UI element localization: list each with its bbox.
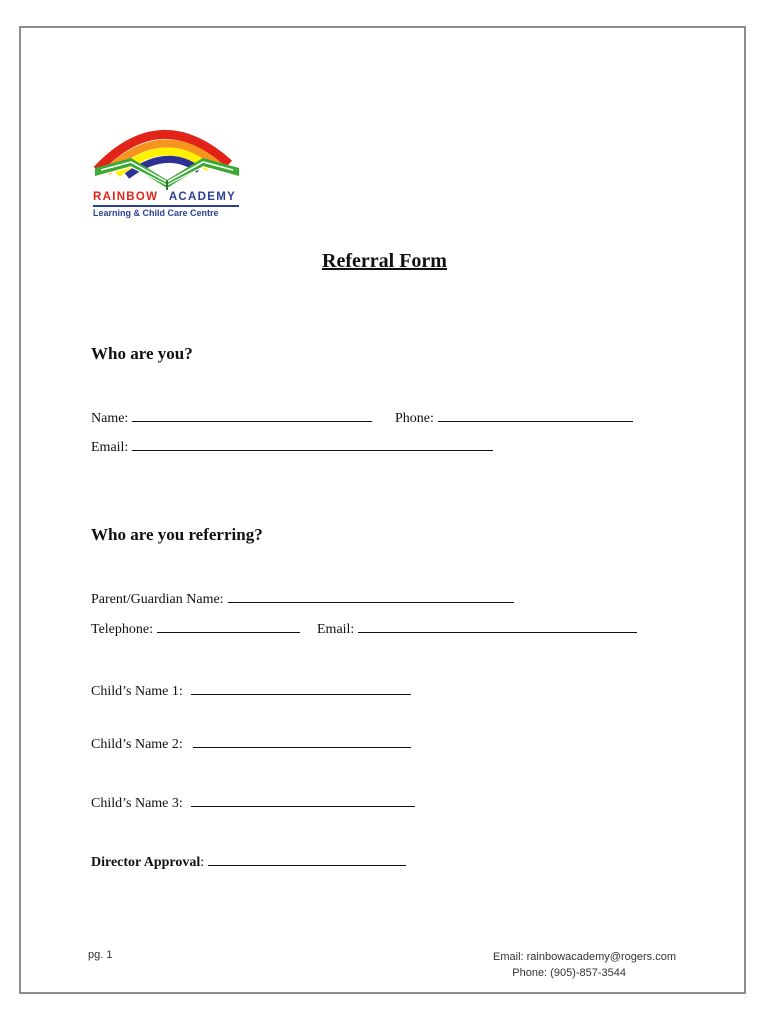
- name-label: Name:: [91, 411, 129, 426]
- footer-email: Email: rainbowacademy@rogers.com: [493, 951, 676, 963]
- child-1-field[interactable]: [191, 678, 411, 695]
- child-3-row: [91, 796, 415, 812]
- logo-name: [93, 191, 243, 203]
- director-approval-field[interactable]: [208, 857, 406, 866]
- child-1-label: Child’s Name 1:: [91, 684, 183, 699]
- director-approval-colon: :: [200, 855, 205, 870]
- name-field[interactable]: [132, 408, 372, 422]
- child-2-row: [91, 737, 411, 753]
- child-1-row: [91, 678, 411, 700]
- director-approval-label: Director Approval: [91, 855, 201, 870]
- rainbow-academy-logo: [91, 124, 243, 222]
- email-label: Email:: [91, 440, 129, 455]
- email-row: [91, 437, 493, 456]
- telephone-label: Telephone:: [91, 622, 153, 637]
- footer-contact: [421, 949, 676, 981]
- rainbow-book-icon: [91, 124, 243, 190]
- parent-guardian-field[interactable]: [228, 589, 514, 603]
- child-2-label: Child’s Name 2:: [91, 737, 183, 752]
- logo-word-1: RAINBOW: [93, 191, 159, 203]
- referral-email-row: [317, 619, 637, 638]
- phone-field[interactable]: [438, 408, 633, 422]
- document-page: [19, 26, 746, 994]
- phone-label: Phone:: [395, 411, 434, 426]
- child-3-field[interactable]: [191, 800, 415, 807]
- telephone-field[interactable]: [157, 619, 300, 633]
- logo-word-2: ACADEMY: [168, 191, 237, 203]
- footer-phone: Phone: (905)-857-3544: [512, 967, 626, 979]
- phone-row: [395, 408, 633, 427]
- section-heading-who-are-you-referring: Who are you referring?: [91, 525, 263, 544]
- name-row: [91, 408, 372, 427]
- child-2-field[interactable]: [193, 742, 411, 748]
- parent-guardian-label: Parent/Guardian Name:: [91, 592, 224, 607]
- child-3-label: Child’s Name 3:: [91, 796, 183, 811]
- logo-subtitle: Learning & Child Care Centre: [93, 208, 243, 218]
- section-heading-who-are-you: Who are you?: [91, 344, 193, 363]
- email-field[interactable]: [132, 437, 493, 451]
- telephone-row: [91, 619, 300, 638]
- form-title: Referral Form: [322, 250, 447, 272]
- parent-row: [91, 589, 514, 608]
- page-number: pg. 1: [88, 949, 113, 961]
- referral-email-label: Email:: [317, 622, 355, 637]
- referral-email-field[interactable]: [358, 619, 637, 633]
- director-approval-row: [91, 855, 406, 871]
